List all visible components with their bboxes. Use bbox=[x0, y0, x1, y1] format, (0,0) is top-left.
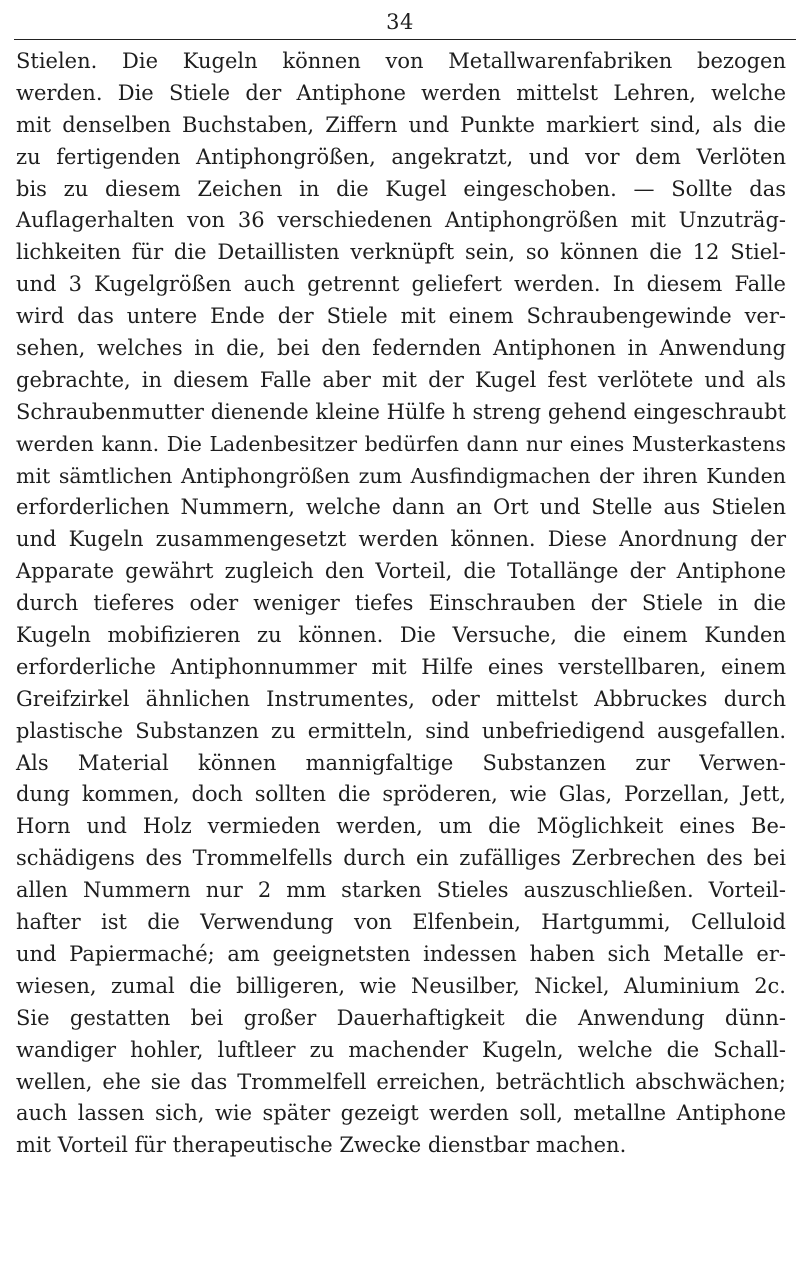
text-line: werden kann. Die Ladenbesitzer bedürfen dann nur eines Musterkastens bbox=[16, 431, 786, 456]
text-line: sehen, welches in die, bei den federnden Antiphonen in Anwendung bbox=[16, 336, 786, 361]
text-line: Horn und Holz vermieden werden, um die Möglichkeit eines Be- bbox=[16, 814, 786, 839]
text-line: Apparate gewährt zugleich den Vorteil, die Totallänge der Antiphone bbox=[16, 559, 786, 584]
text-line: erforderliche Antiphonnummer mit Hilfe eines verstellbaren, einem bbox=[16, 654, 786, 679]
text-line: hafter ist die Verwendung von Elfenbein, Hartgummi, Celluloid bbox=[16, 910, 786, 935]
text-line: Kugeln mobifizieren zu können. Die Versuche, die einem Kunden bbox=[16, 623, 786, 648]
text-line: und 3 Kugelgrößen auch getrennt geliefert werden. In diesem Falle bbox=[16, 272, 786, 297]
body-text bbox=[0, 46, 800, 1162]
page-number: 34 bbox=[386, 10, 414, 34]
text-line: allen Nummern nur 2 mm starken Stieles auszuschließen. Vorteil- bbox=[16, 878, 786, 903]
text-line: wiesen, zumal die billigeren, wie Neusilber, Nickel, Aluminium 2c. bbox=[16, 973, 786, 998]
text-line: schädigens des Trommelfells durch ein zufälliges Zerbrechen des bei bbox=[16, 846, 786, 871]
text-line: Stielen. Die Kugeln können von Metallwarenfabriken bezogen bbox=[16, 49, 786, 73]
text-line: gebrachte, in diesem Falle aber mit der Kugel fest verlötete und als bbox=[16, 367, 786, 392]
text-line: lichkeiten für die Detaillisten verknüpft sein, so können die 12 Stiel- bbox=[16, 240, 786, 265]
text-line: plastische Substanzen zu ermitteln, sind unbefriedigend ausgefallen. bbox=[16, 718, 786, 743]
text-line: erforderlichen Nummern, welche dann an Ort und Stelle aus Stielen bbox=[16, 495, 786, 520]
text-line: und Papiermaché; am geeignetsten indessen haben sich Metalle er- bbox=[16, 941, 786, 966]
text-line: mit sämtlichen Antiphongrößen zum Ausfindigmachen der ihren Kunden bbox=[16, 463, 786, 488]
text-line: Auflagerhalten von 36 verschiedenen Antiphongrößen mit Unzuträg- bbox=[16, 208, 786, 233]
text-line: Als Material können mannigfaltige Substanzen zur Verwen- bbox=[16, 750, 786, 775]
text-line: bis zu diesem Zeichen in die Kugel eingeschoben. — Sollte das bbox=[16, 176, 786, 201]
text-line: wellen, ehe sie das Trommelfell erreichen, beträchtlich abschwächen; bbox=[16, 1069, 786, 1094]
text-line: mit Vorteil für therapeutische Zwecke dienstbar machen. bbox=[16, 1133, 627, 1158]
text-line: wird das untere Ende der Stiele mit einem Schraubengewinde ver- bbox=[16, 304, 786, 329]
text-line: Schraubenmutter dienende kleine Hülfe h streng gehend eingeschraubt bbox=[16, 399, 786, 424]
header-rule bbox=[14, 39, 796, 40]
text-line: und Kugeln zusammengesetzt werden können. Diese Anordnung der bbox=[16, 527, 786, 552]
text-line: dung kommen, doch sollten die spröderen, wie Glas, Porzellan, Jett, bbox=[16, 782, 786, 807]
text-line: mit denselben Buchstaben, Ziffern und Punkte markiert sind, als die bbox=[16, 112, 786, 137]
text-line: wandiger hohler, luftleer zu machender Kugeln, welche die Schall- bbox=[16, 1037, 786, 1062]
text-line: zu fertigenden Antiphongrößen, angekratzt, und vor dem Verlöten bbox=[16, 144, 786, 169]
text-line: durch tieferes oder weniger tiefes Einschrauben der Stiele in die bbox=[16, 591, 786, 616]
text-line: Greifzirkel ähnlichen Instrumentes, oder mittelst Abbruckes durch bbox=[16, 686, 786, 711]
text-line: Sie gestatten bei großer Dauerhaftigkeit die Anwendung dünn- bbox=[16, 1005, 786, 1030]
text-line: werden. Die Stiele der Antiphone werden mittelst Lehren, welche bbox=[16, 80, 786, 105]
text-line: auch lassen sich, wie später gezeigt werden soll, metallne Antiphone bbox=[16, 1101, 786, 1126]
